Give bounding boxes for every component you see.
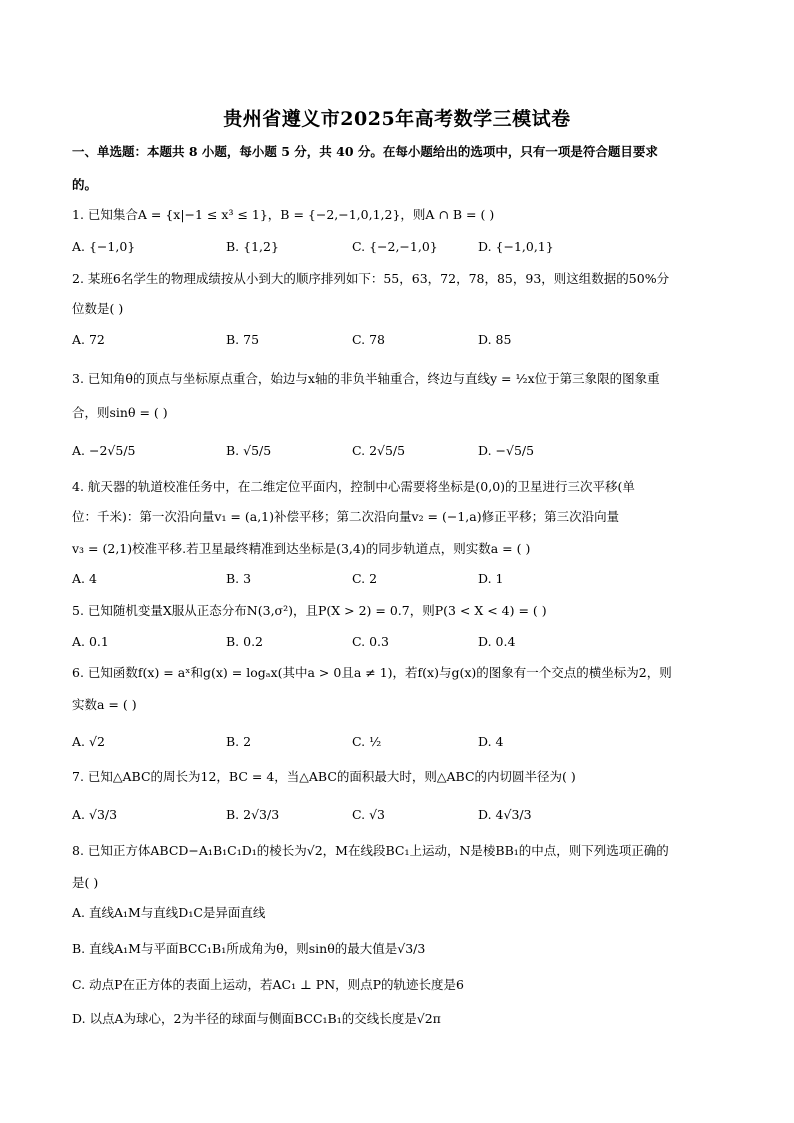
q4-stem-line3: v₃ = (2,1)校准平移.若卫星最终精准到达坐标是(3,4)的同步轨道点，则实数a = ( )	[72, 541, 531, 556]
q5-option-b: B. 0.2	[226, 634, 264, 649]
q7-stem: 7. 已知△ABC的周长为12，BC = 4，当△ABC的面积最大时，则△ABC的内切圆半径为( )	[72, 769, 576, 784]
section-heading-line1: 一、单选题：本题共 8 小题，每小题 5 分，共 40 分。在每小题给出的选项中，只有一项是符合题目要求	[72, 144, 658, 159]
q4-stem-line1: 4. 航天器的轨道校准任务中，在二维定位平面内，控制中心需要将坐标是(0,0)的卫星进行三次平移(单	[72, 479, 635, 494]
q8-option-d: D. 以点A为球心，2为半径的球面与侧面BCC₁B₁的交线长度是√2π	[72, 1011, 441, 1026]
q5-option-d: D. 0.4	[478, 634, 516, 649]
q3-option-a: A. −2√5/5	[72, 443, 136, 458]
q3-stem-line1: 3. 已知角θ的顶点与坐标原点重合，始边与x轴的非负半轴重合，终边与直线y = ½x位于第三象限的图象重	[72, 371, 660, 386]
q8-option-a: A. 直线A₁M与直线D₁C是异面直线	[72, 905, 266, 920]
q5-option-a: A. 0.1	[72, 634, 109, 649]
q2-option-b: B. 75	[226, 332, 260, 347]
q5-stem: 5. 已知随机变量X服从正态分布N(3,σ²)，且P(X > 2) = 0.7，则P(3 < X < 4) = ( )	[72, 603, 547, 618]
q8-stem-line1: 8. 已知正方体ABCD−A₁B₁C₁D₁的棱长为√2，M在线段BC₁上运动，N是棱BB₁的中点，则下列选项正确的	[72, 843, 669, 858]
q7-option-d: D. 4√3/3	[478, 807, 532, 822]
q2-stem-line1: 2. 某班6名学生的物理成绩按从小到大的顺序排列如下：55，63，72，78，85，93，则这组数据的50%分	[72, 271, 670, 286]
q1-option-a: A. {−1,0}	[72, 239, 136, 254]
q4-option-d: D. 1	[478, 571, 504, 586]
q8-option-c: C. 动点P在正方体的表面上运动，若AC₁ ⊥ PN，则点P的轨迹长度是6	[72, 977, 464, 992]
q4-option-b: B. 3	[226, 571, 252, 586]
q3-option-b: B. √5/5	[226, 443, 272, 458]
q6-option-a: A. √2	[72, 734, 105, 749]
q1-option-c: C. {−2,−1,0}	[352, 239, 438, 254]
q7-option-b: B. 2√3/3	[226, 807, 280, 822]
q5-option-c: C. 0.3	[352, 634, 389, 649]
q3-option-d: D. −√5/5	[478, 443, 535, 458]
section-heading-line2: 的。	[72, 177, 98, 192]
q1-option-b: B. {1,2}	[226, 239, 279, 254]
q2-option-a: A. 72	[72, 332, 105, 347]
q2-stem-line2: 位数是( )	[72, 301, 124, 316]
q3-stem-line2: 合，则sinθ = ( )	[72, 405, 168, 420]
q3-option-c: C. 2√5/5	[352, 443, 406, 458]
q2-option-d: D. 85	[478, 332, 512, 347]
q4-stem-line2: 位：千米)：第一次沿向量v₁ = (a,1)补偿平移；第二次沿向量v₂ = (−1,a)修正平移；第三次沿向量	[72, 509, 620, 524]
q8-option-b: B. 直线A₁M与平面BCC₁B₁所成角为θ，则sinθ的最大值是√3/3	[72, 941, 426, 956]
q1-option-d: D. {−1,0,1}	[478, 239, 554, 254]
q4-option-a: A. 4	[72, 571, 97, 586]
q2-option-c: C. 78	[352, 332, 385, 347]
page-title: 贵州省遵义市2025年高考数学三模试卷	[223, 108, 571, 130]
q6-option-c: C. ½	[352, 734, 382, 749]
q7-option-a: A. √3/3	[72, 807, 118, 822]
q6-option-b: B. 2	[226, 734, 252, 749]
q1-stem: 1. 已知集合A = {x|−1 ≤ x³ ≤ 1}，B = {−2,−1,0,1,2}，则A ∩ B = ( )	[72, 207, 495, 222]
q4-option-c: C. 2	[352, 571, 378, 586]
q7-option-c: C. √3	[352, 807, 385, 822]
q8-stem-line2: 是( )	[72, 875, 99, 890]
q6-stem-line1: 6. 已知函数f(x) = aˣ和g(x) = logₐx(其中a > 0且a ≠ 1)，若f(x)与g(x)的图象有一个交点的横坐标为2，则	[72, 665, 672, 680]
q6-stem-line2: 实数a = ( )	[72, 697, 137, 712]
q6-option-d: D. 4	[478, 734, 504, 749]
